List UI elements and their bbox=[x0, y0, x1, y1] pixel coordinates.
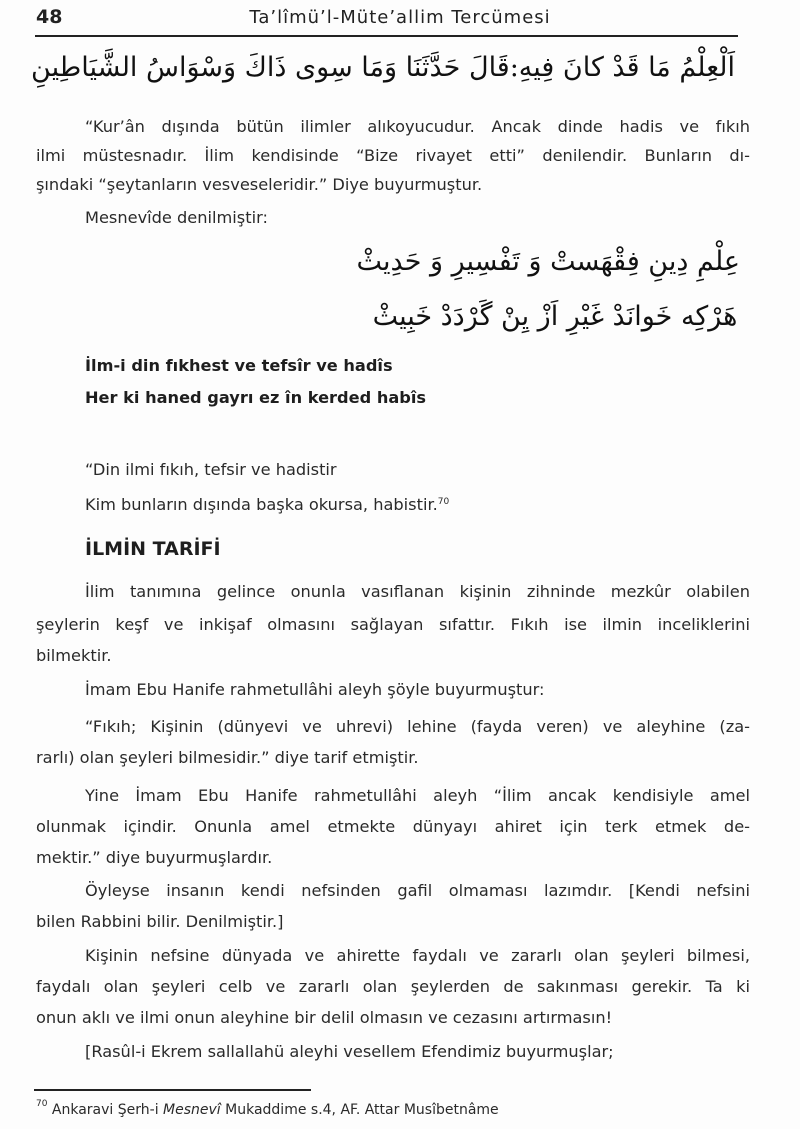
footnote: $^{70}$ Ankaravi Şerh-i Mesnevî Mukaddime s.4, AF. Attar Musîbetnâme bbox=[36, 1099, 499, 1118]
para6-line1: Öyleyse insanın kendi nefsinden gafil olmaması lazımdır. [Kendi nefsini bbox=[85, 881, 750, 900]
para8: [Rasûl-i Ekrem sallallahü aleyhi vesellem Efendimiz buyurmuşlar; bbox=[85, 1042, 614, 1061]
arabic-quote: اَلْعِلْمُ مَا قَدْ كانَ فِيهِ:قَالَ حَدَّثَنَا وَمَا سِوى ذَاكَ وَسْوَاسُ الشَّيَاطِينِ bbox=[31, 52, 735, 83]
translation-line2: Kim bunların dışında başka okursa, habistir.$^{70}$ bbox=[85, 495, 450, 514]
para2-line3: bilmektir. bbox=[36, 646, 112, 665]
para4-line1: “Fıkıh; Kişinin (dünyevi ve uhrevi) lehine (fayda veren) ve aleyhine (za- bbox=[85, 717, 750, 736]
para2-line1: İlim tanımına gelince onunla vasıflanan kişinin zihninde mezkûr olabilen bbox=[85, 582, 750, 601]
running-header-title: Ta’lîmü’l-Müte’allim Tercümesi bbox=[249, 7, 551, 28]
para7-line3: onun aklı ve ilmi onun aleyhine bir delil olmasın ve cezasını artırmasın! bbox=[36, 1008, 613, 1027]
header-rule bbox=[35, 35, 738, 37]
mesnevi-intro: Mesnevîde denilmiştir: bbox=[85, 208, 268, 227]
transliteration-line2: Her ki haned gayrı ez în kerded habîs bbox=[85, 388, 427, 407]
page-number: 48 bbox=[36, 6, 63, 28]
para4-line2: rarlı) olan şeyleri bilmesidir.” diye tarif etmiştir. bbox=[36, 748, 419, 767]
para5-line1: Yine İmam Ebu Hanife rahmetullâhi aleyh “İlim ancak kendisiyle amel bbox=[85, 786, 750, 805]
translation-line1: “Din ilmi fıkıh, tefsir ve hadistir bbox=[85, 460, 337, 479]
para6-line2: bilen Rabbini bilir. Denilmiştir.] bbox=[36, 912, 284, 931]
para7-line2: faydalı olan şeyleri celb ve zararlı olan şeylerden de sakınması gerekir. Ta ki bbox=[36, 977, 750, 996]
persian-verse-line2: هَرْكِه خَوانَدْ غَيْرِ اَزْ يِنْ گَرْدَدْ خَبِيثْ bbox=[372, 301, 738, 332]
para1-line2: ilmi müstesnadır. İlim kendisinde “Bize rivayet etti” denilendir. Bunların dı- bbox=[36, 146, 750, 165]
para5-line3: mektir.” diye buyurmuşlardır. bbox=[36, 848, 273, 867]
para1-line1: “Kur’ân dışında bütün ilimler alıkoyucudur. Ancak dinde hadis ve fıkıh bbox=[85, 117, 750, 136]
footnote-rule bbox=[34, 1089, 311, 1091]
persian-verse-line1: عِلْمِ دِينِ فِقْهَستْ وَ تَفْسِيرِ وَ حَدِيثْ bbox=[356, 246, 740, 277]
section-heading: İLMİN TARİFİ bbox=[85, 538, 221, 560]
para3: İmam Ebu Hanife rahmetullâhi aleyh şöyle buyurmuştur: bbox=[85, 680, 545, 699]
para2-line2: şeylerin keşf ve inkişaf olmasını sağlayan sıfattır. Fıkıh ise ilmin inceliklerini bbox=[36, 615, 750, 634]
footnote-ref: 70 bbox=[437, 497, 450, 507]
para7-line1: Kişinin nefsine dünyada ve ahirette faydalı ve zararlı olan şeyleri bilmesi, bbox=[85, 946, 750, 965]
transliteration-line1: İlm-i din fıkhest ve tefsîr ve hadîs bbox=[85, 356, 393, 375]
para5-line2: olunmak içindir. Onunla amel etmekte dünyayı ahiret için terk etmek de- bbox=[36, 817, 750, 836]
para1-line3: şındaki “şeytanların vesveseleridir.” Diye buyurmuştur. bbox=[36, 175, 483, 194]
footnote-number: 70 bbox=[36, 1099, 48, 1109]
